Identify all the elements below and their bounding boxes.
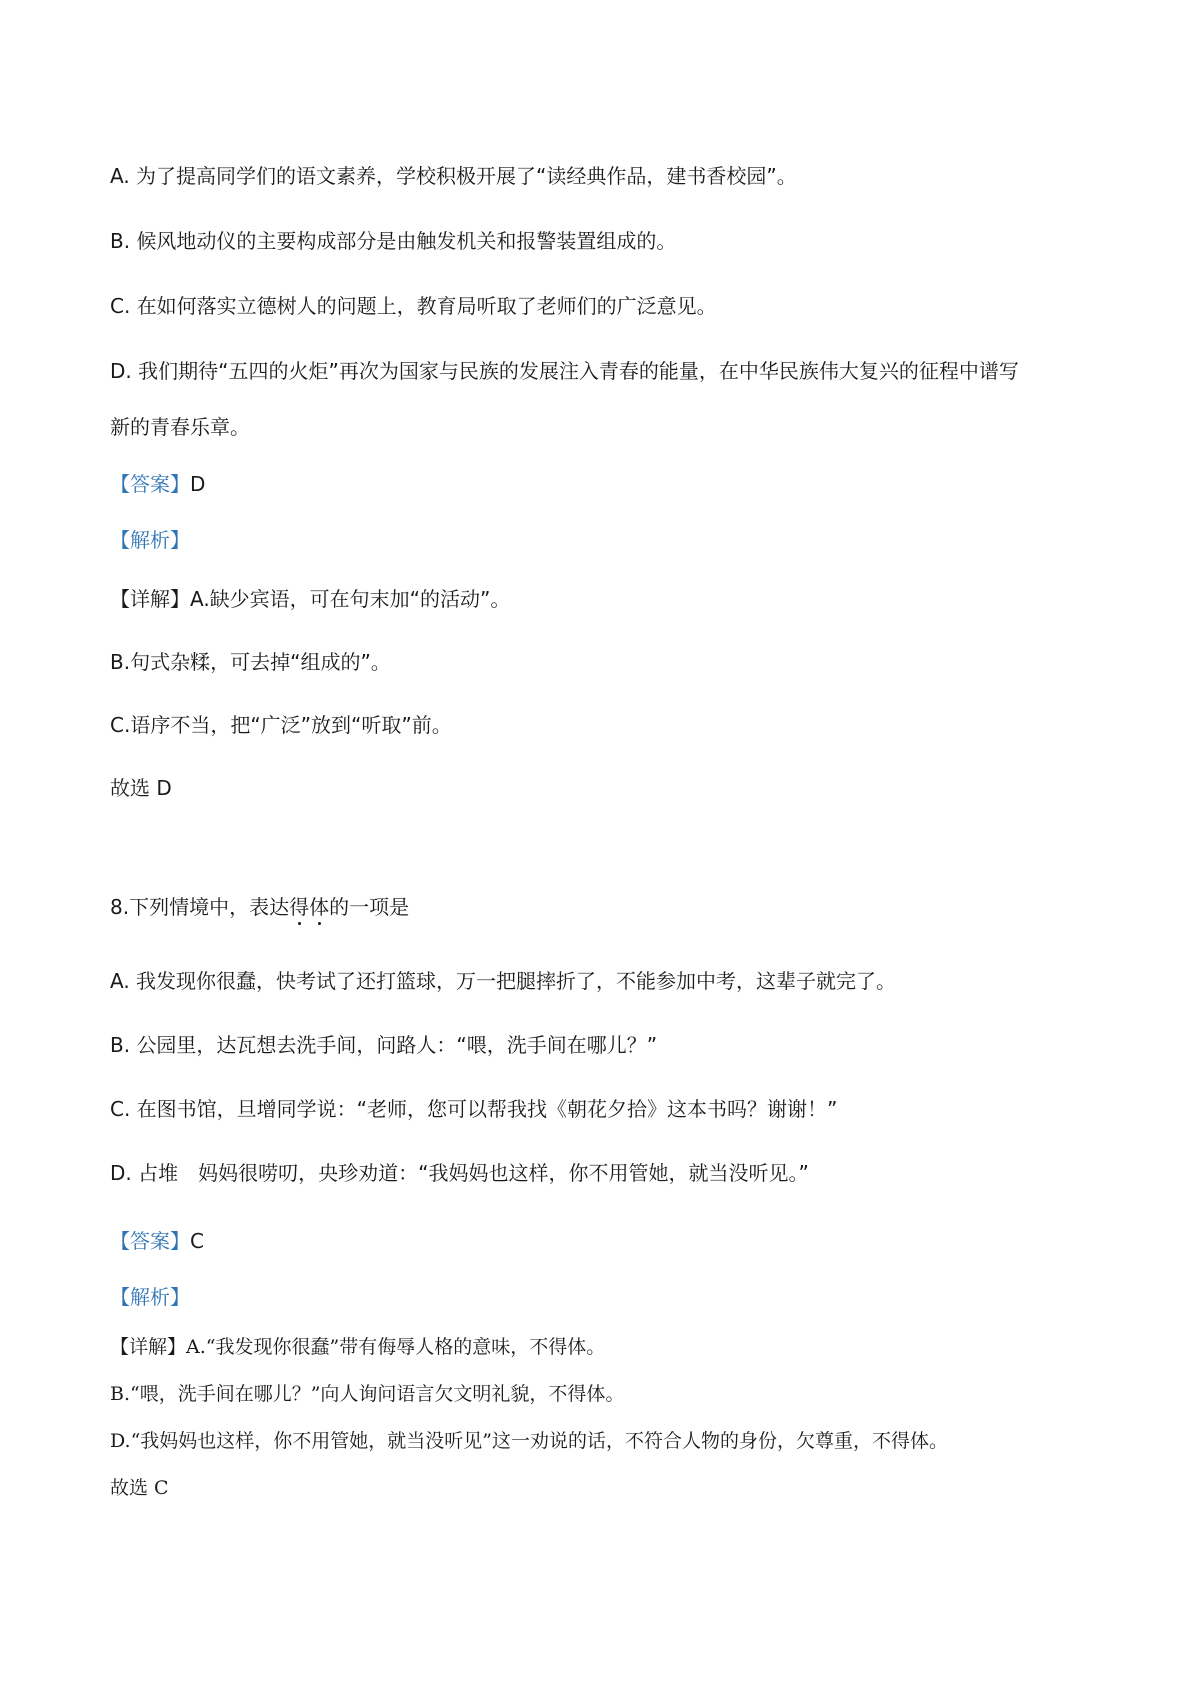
- q7-option-d: [110, 357, 1019, 385]
- detail-text: A.“我发现你很蠢”带有侮辱人格的意味，不得体。: [186, 1336, 606, 1358]
- emphasis-char: 得: [289, 895, 310, 919]
- q8-conclusion: 故选 C: [110, 1477, 169, 1499]
- q7-detail-c: C.语序不当，把“广泛”放到“听取”前。: [110, 713, 452, 737]
- q7-conclusion: 故选 D: [110, 776, 172, 800]
- option-text: 在图书馆，旦增同学说：“老师，您可以帮我找《朝花夕拾》这本书吗？谢谢！”: [136, 1097, 838, 1121]
- q8-detail-d: D.“我妈妈也这样，你不用管她，就当没听见”这一劝说的话，不符合人物的身份，欠尊重，不得体。: [110, 1430, 949, 1452]
- detail-tag: 【详解】: [110, 587, 190, 611]
- option-letter: B.: [110, 1033, 131, 1057]
- option-letter: B.: [110, 229, 131, 253]
- q8-detail-a: [110, 1333, 605, 1361]
- detail-text: A.缺少宾语，可在句末加“的活动”。: [190, 587, 511, 611]
- option-text: 候风地动仪的主要构成部分是由触发机关和报警装置组成的。: [136, 229, 677, 253]
- q7-option-b: [110, 227, 676, 255]
- option-letter: A.: [110, 164, 130, 188]
- q7-option-d-continued: 新的青春乐章。: [110, 415, 250, 439]
- answer-tag: 【答案】: [110, 472, 190, 496]
- answer-tag: 【答案】: [110, 1229, 190, 1253]
- q8-option-a: [110, 967, 896, 995]
- q7-detail-b: B.句式杂糅，可去掉“组成的”。: [110, 650, 391, 674]
- q8-option-b: [110, 1031, 657, 1059]
- option-text: 为了提高同学们的语文素养，学校积极开展了“读经典作品，建书香校园”。: [136, 164, 797, 188]
- stem-text: 8.下列情境中，表达: [110, 895, 290, 919]
- q7-option-a: [110, 162, 797, 190]
- option-letter: D.: [110, 1161, 132, 1185]
- answer-value: C: [190, 1229, 204, 1253]
- option-text: 公园里，达瓦想去洗手间，问路人：“喂，洗手间在哪儿？”: [136, 1033, 658, 1057]
- option-letter: C.: [110, 1097, 131, 1121]
- option-text: 我发现你很蠢，快考试了还打篮球，万一把腿摔折了，不能参加中考，这辈子就完了。: [136, 969, 897, 993]
- q8-answer: [110, 1227, 204, 1255]
- option-letter: C.: [110, 294, 131, 318]
- option-text: 我们期待“五四的火炬”再次为国家与民族的发展注入青春的能量，在中华民族伟大复兴的征程中谱写: [138, 359, 1019, 383]
- q8-option-c: [110, 1095, 837, 1123]
- stem-text: 的一项是: [329, 895, 410, 919]
- q8-option-d: [110, 1159, 809, 1187]
- detail-tag: 【详解】: [110, 1336, 187, 1358]
- q7-option-c: [110, 292, 717, 320]
- emphasis-char: 体: [309, 895, 330, 919]
- q8-analysis-tag: 【解析】: [110, 1285, 190, 1309]
- q8-stem: [110, 893, 409, 921]
- option-text: 占堆 妈妈很唠叨，央珍劝道：“我妈妈也这样，你不用管她，就当没听见。”: [138, 1161, 809, 1185]
- q7-answer: [110, 470, 205, 498]
- option-letter: A.: [110, 969, 130, 993]
- q7-detail-a: [110, 585, 510, 613]
- option-text: 在如何落实立德树人的问题上，教育局听取了老师们的广泛意见。: [136, 294, 717, 318]
- option-letter: D.: [110, 359, 132, 383]
- q8-detail-b: B.“喂，洗手间在哪儿？”向人询问语言欠文明礼貌，不得体。: [110, 1383, 625, 1405]
- answer-value: D: [190, 472, 206, 496]
- q7-analysis-tag: 【解析】: [110, 528, 190, 552]
